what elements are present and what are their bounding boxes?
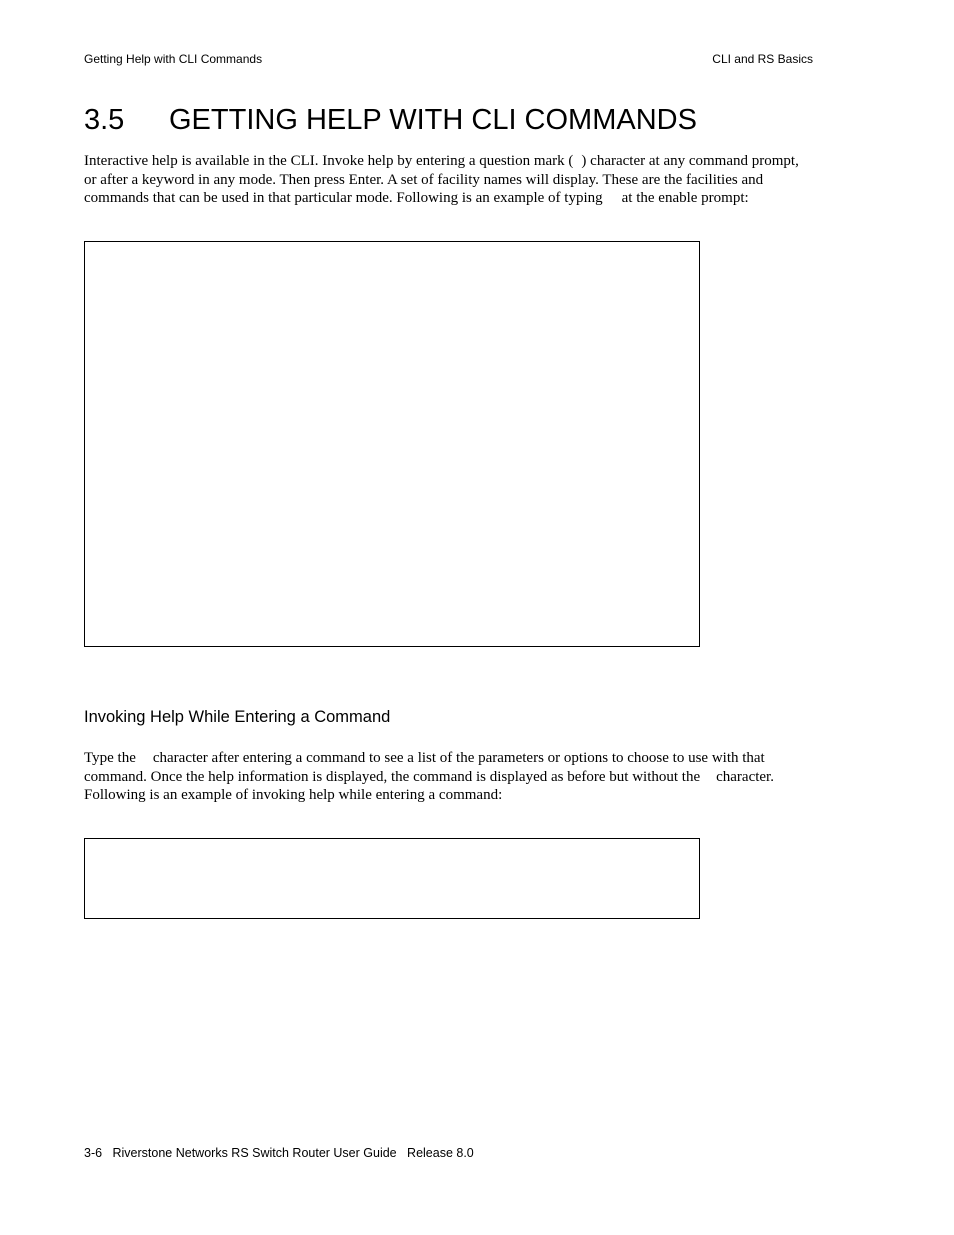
intro-line-1: [84, 152, 824, 171]
intro-text-3b: at the enable prompt:: [621, 190, 749, 207]
invoke-text-2b: character.: [716, 768, 774, 785]
section-title: GETTING HELP WITH CLI COMMANDS: [169, 104, 697, 136]
intro-line-3: [84, 189, 824, 208]
subsection-heading: Invoking Help While Entering a Command: [84, 708, 391, 726]
invoke-line-2: [84, 768, 824, 787]
section-number: 3.5: [84, 104, 125, 136]
intro-text-1b: ) character at any command prompt,: [581, 153, 799, 169]
invoke-line-1: [84, 749, 824, 768]
page-footer: [84, 1146, 474, 1160]
code-example-box-command-help: [84, 838, 700, 919]
invoke-line-3: Following is an example of invoking help while entering a command:: [84, 787, 503, 804]
code-example-box-enable-help: [84, 241, 700, 647]
footer-release: Release 8.0: [407, 1146, 474, 1160]
intro-text-1a: Interactive help is available in the CLI. Invoke help by entering a question mark (: [84, 153, 574, 169]
running-header-left: Getting Help with CLI Commands: [84, 52, 263, 66]
intro-paragraph: [84, 152, 824, 208]
intro-line-2: or after a keyword in any mode. Then press Enter. A set of facility names will display. These are the facilities and: [84, 171, 764, 188]
invoke-text-2a: command. Once the help information is displayed, the command is displayed as before but without the: [84, 768, 701, 785]
invoke-text-1b: character after entering a command to see a list of the parameters or options to choose to use with that: [152, 750, 765, 766]
footer-title: Riverstone Networks RS Switch Router User Guide: [112, 1146, 397, 1160]
intro-text-3a: commands that can be used in that particular mode. Following is an example of typing: [84, 190, 603, 207]
section-heading: [84, 102, 697, 138]
invoke-help-paragraph: [84, 749, 824, 805]
invoke-text-1a: Type the: [84, 750, 136, 766]
footer-page-number: 3-6: [84, 1146, 103, 1160]
running-header-right: CLI and RS Basics: [712, 52, 813, 66]
